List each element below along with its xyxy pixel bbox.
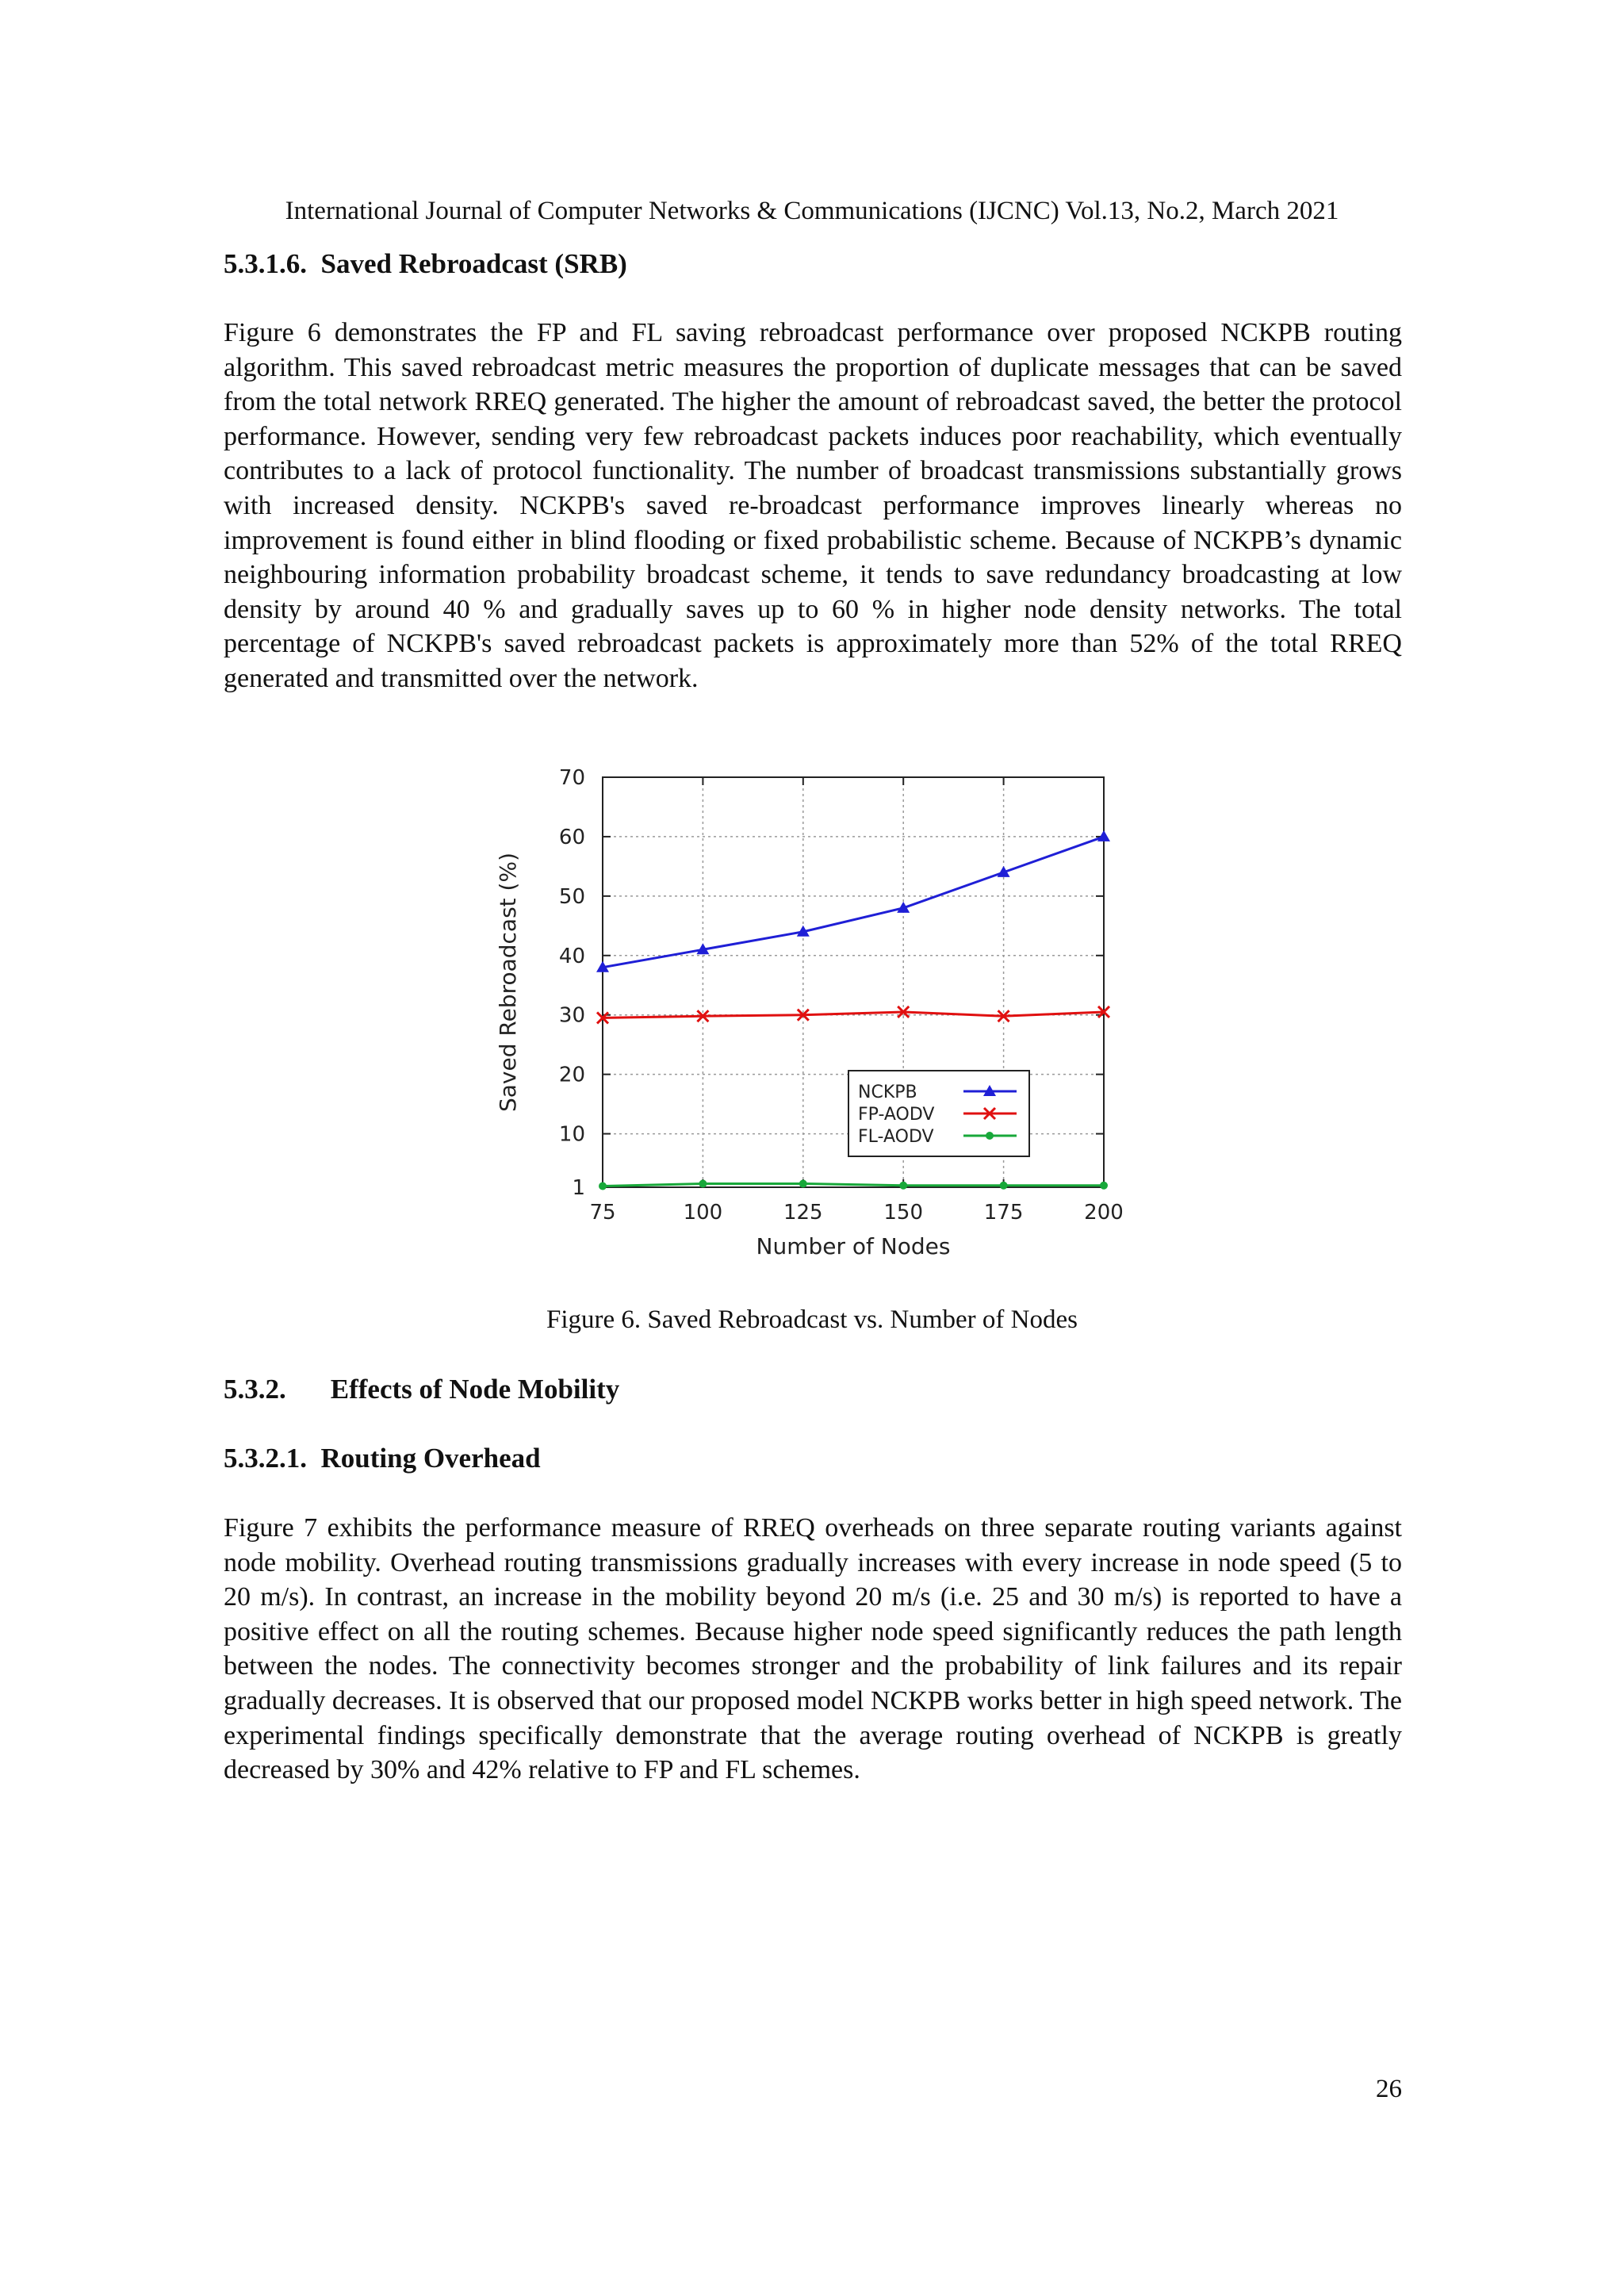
section-title: Routing Overhead: [320, 1443, 541, 1474]
data-point-fl-aodv: [599, 1182, 607, 1190]
series-line-nckpb: [603, 837, 1104, 968]
x-tick-label: 125: [783, 1201, 823, 1225]
y-tick-label: 1: [572, 1176, 585, 1200]
section-heading-overhead: [224, 1442, 541, 1475]
y-tick-label: 70: [558, 766, 585, 790]
data-point-nckpb: [1097, 830, 1110, 841]
x-tick-label: 150: [883, 1201, 924, 1225]
x-tick-label: 75: [589, 1201, 616, 1225]
y-tick-label: 60: [558, 825, 585, 849]
legend-label: FL-AODV: [858, 1127, 934, 1147]
series-line-fl-aodv: [603, 1184, 1104, 1186]
data-point-fl-aodv: [1000, 1182, 1008, 1190]
x-axis-label: Number of Nodes: [756, 1233, 951, 1259]
figure-6: [476, 761, 1158, 1269]
y-tick-label: 30: [558, 1003, 585, 1028]
legend-label: FP-AODV: [858, 1105, 935, 1125]
x-tick-label: 200: [1084, 1201, 1124, 1225]
paragraph-overhead: Figure 7 exhibits the performance measure of RREQ overheads on three separate routing variants against node mobility. Overhead routing transmissions gradually increases with every increase in node speed (5 to 20 m/s). In contrast, an increase in the mobility beyond 20 m/s (i.e. 25 and 30 m/s) is reported to have a positive effect on all the routing schemes. Because higher node speed significantly reduces the path length between the nodes. The connectivity becomes stronger and the probability of link failures and its repair gradually decreases. It is observed that our proposed model NCKPB works better in high speed network. The experimental findings specifically demonstrate that the average routing overhead of NCKPB is greatly decreased by 30% and 42% relative to FP and FL schemes.: [224, 1513, 1402, 1785]
section-heading-srb: [224, 247, 627, 281]
y-tick-label: 20: [558, 1063, 585, 1087]
legend-label: NCKPB: [858, 1083, 917, 1102]
saved-rebroadcast-chart: [476, 761, 1158, 1269]
section-title: Saved Rebroadcast (SRB): [320, 248, 627, 279]
running-header: International Journal of Computer Networks & Communications (IJCNC) Vol.13, No.2, March 2021: [285, 197, 1339, 225]
y-tick-label: 50: [558, 884, 585, 909]
y-axis-label: Saved Rebroadcast (%): [495, 852, 521, 1113]
page-number: 26: [1376, 2075, 1402, 2103]
section-number: 5.3.2.1.: [224, 1443, 307, 1474]
data-point-fl-aodv: [1100, 1182, 1108, 1190]
x-tick-label: 175: [983, 1201, 1024, 1225]
paragraph-srb: Figure 6 demonstrates the FP and FL saving rebroadcast performance over proposed NCKPB routing algorithm. This saved rebroadcast metric measures the proportion of duplicate messages that can be saved from the total network RREQ generated. The higher the amount of rebroadcast saved, the better the protocol performance. However, sending very few rebroadcast packets induces poor reachability, which eventually contributes to a lack of protocol functionality. The number of broadcast transmissions substantially grows with increased density. NCKPB's saved re-broadcast performance improves linearly whereas no improvement is found either in blind flooding or fixed probabilistic scheme. Because of NCKPB’s dynamic neighbouring information probability broadcast scheme, it tends to save redundancy broadcasting at low density by around 40 % and gradually saves up to 60 % in higher node density networks. The total percentage of NCKPB's saved rebroadcast packets is approximately more than 52% of the total RREQ generated and transmitted over the network.: [224, 318, 1402, 693]
data-point-fl-aodv: [899, 1182, 907, 1190]
y-tick-label: 40: [558, 944, 585, 968]
x-tick-label: 100: [683, 1201, 723, 1225]
data-point-fl-aodv: [699, 1180, 707, 1188]
legend-marker: [986, 1132, 994, 1140]
section-heading-mobility: [224, 1373, 619, 1406]
section-number: 5.3.2.: [224, 1374, 286, 1405]
section-title: Effects of Node Mobility: [330, 1374, 620, 1405]
data-point-fl-aodv: [799, 1180, 807, 1188]
figure-caption: Figure 6. Saved Rebroadcast vs. Number of Nodes: [546, 1305, 1078, 1334]
y-tick-label: 10: [558, 1122, 585, 1147]
section-number: 5.3.1.6.: [224, 248, 307, 279]
